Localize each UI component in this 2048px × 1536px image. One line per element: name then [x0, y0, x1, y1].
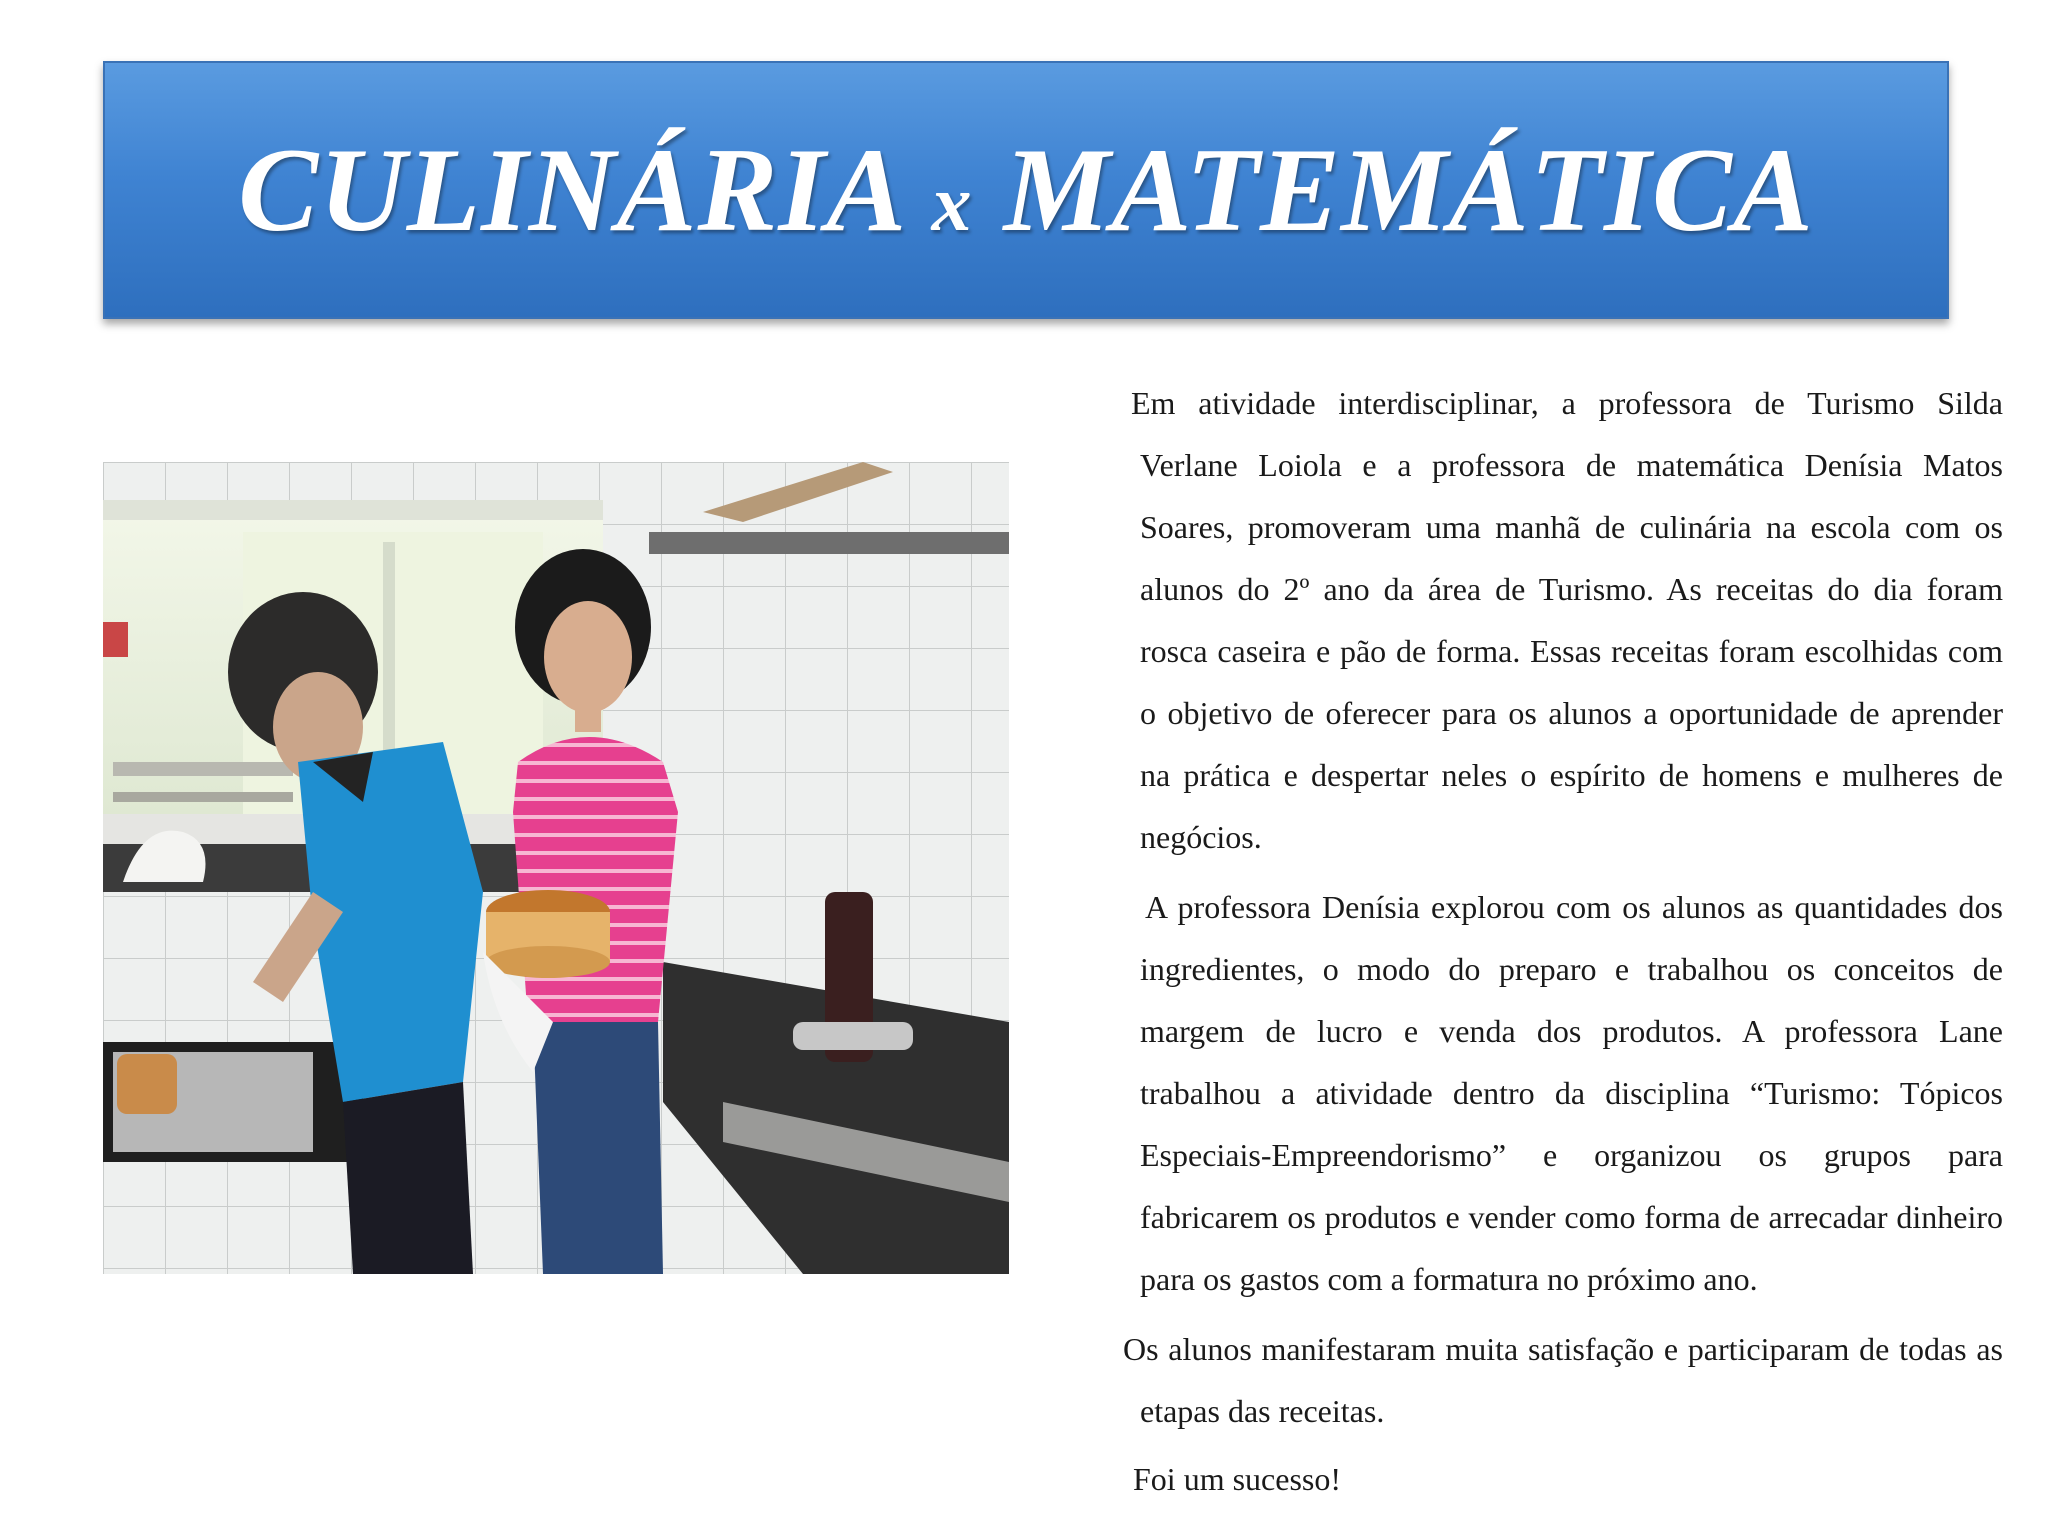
paragraph-1: Em atividade interdisciplinar, a professora de Turismo Silda Verlane Loiola e a professora de matemática Denísia Matos Soares, promoveram uma manhã de culinária na escola com os alunos do 2º ano da área de Turismo. As receitas do dia foram rosca caseira e pão de forma. Essas receitas foram escolhidas com o objetivo de oferecer para os alunos a oportunidade de aprender na prática e despertar neles o espírito de homens e mulheres de negócios.	[1131, 385, 2003, 855]
article-text	[1123, 372, 2003, 1510]
kitchen-photo-illustration	[103, 462, 1009, 1274]
page-title	[238, 121, 1814, 259]
kitchen-photo	[103, 462, 1009, 1274]
paragraph-3: Os alunos manifestaram muita satisfação e participaram de todas as etapas das receitas.	[1123, 1331, 2003, 1429]
title-part-1: CULINÁRIA	[238, 123, 932, 256]
paragraph-2: A professora Denísia explorou com os alunos as quantidades dos ingredientes, o modo do preparo e trabalhou os conceitos de margem de lucro e venda dos produtos. A professora Lane trabalhou a atividade dentro da disciplina “Turismo: Tópicos Especiais-Empreendorismo” e organizou os grupos para fabricarem os produtos e vender como forma de arrecadar dinheiro para os gastos com a formatura no próximo ano.	[1140, 889, 2003, 1297]
title-x: x	[931, 160, 973, 248]
title-banner	[103, 61, 1949, 319]
title-part-2: MATEMÁTICA	[972, 123, 1814, 256]
paragraph-4: Foi um sucesso!	[1133, 1461, 1341, 1497]
